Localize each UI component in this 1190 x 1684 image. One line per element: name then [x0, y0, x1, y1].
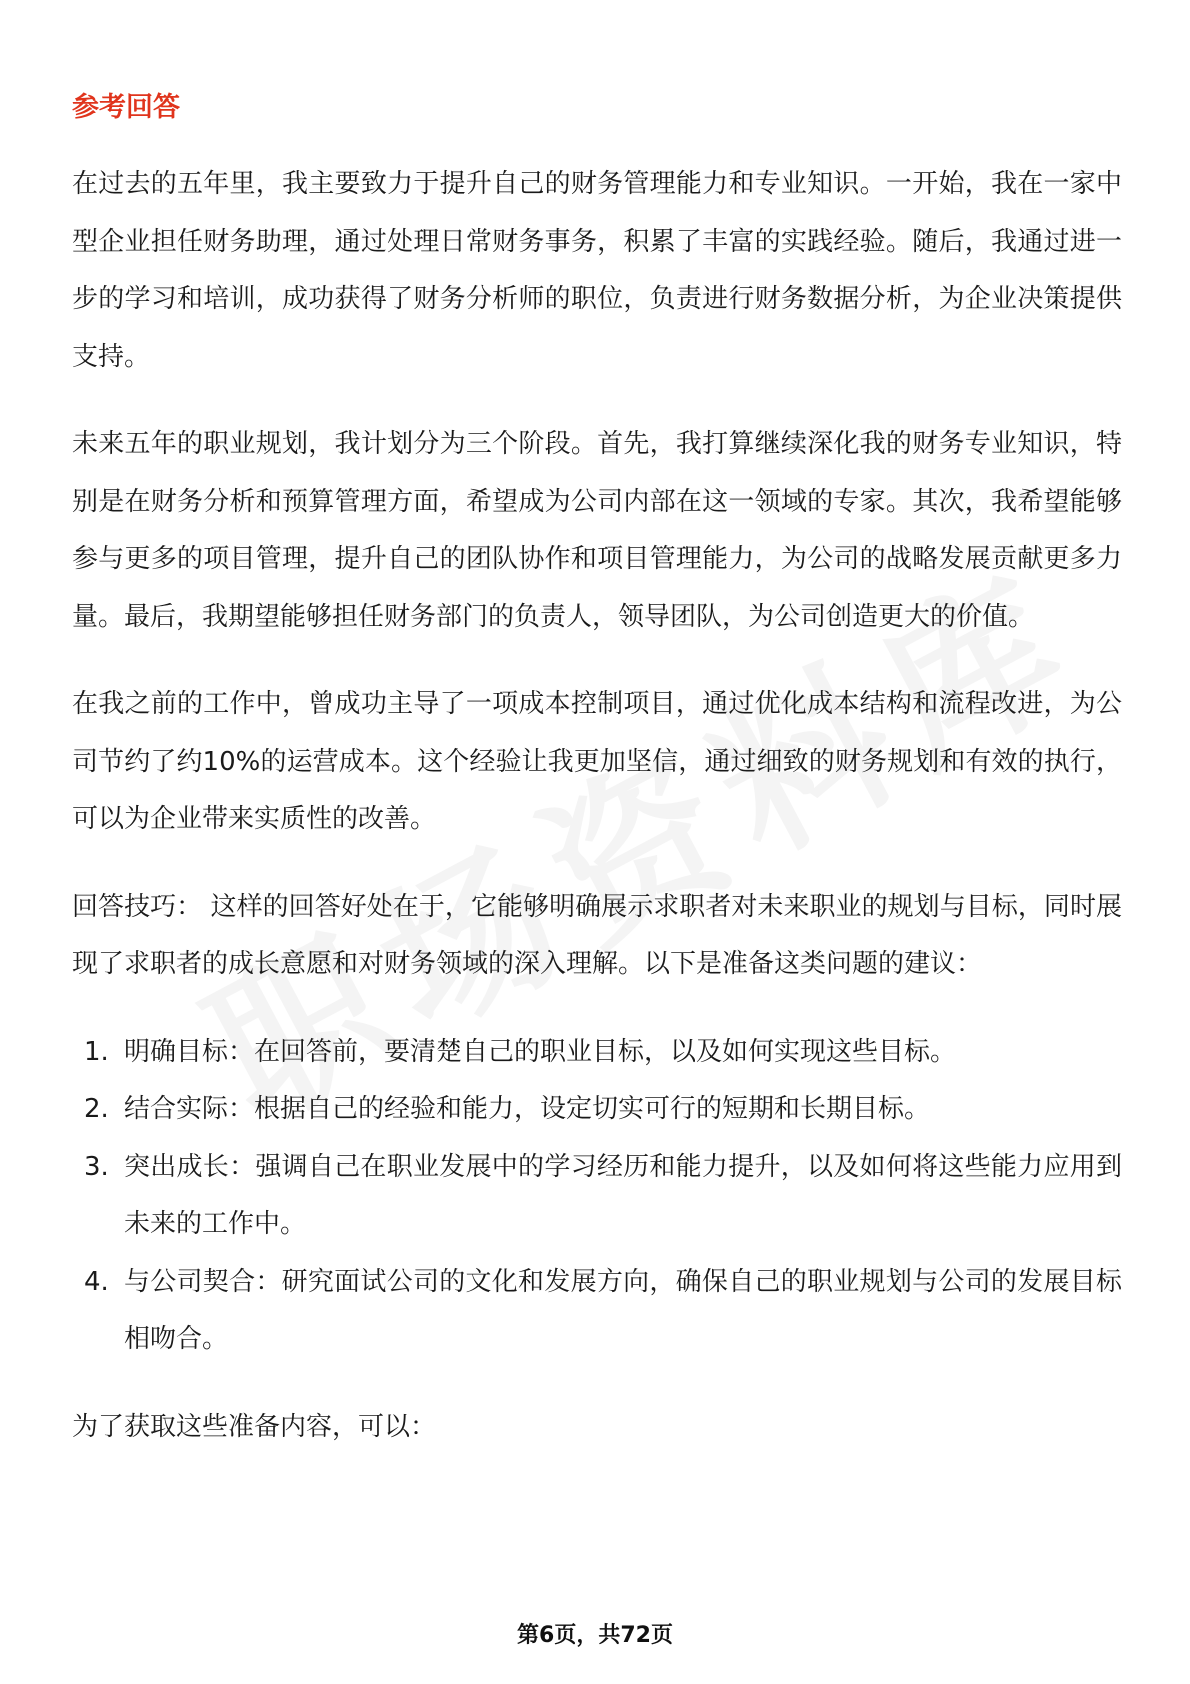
paragraph-answer-tips: 回答技巧： 这样的回答好处在于，它能够明确展示求职者对未来职业的规划与目标，同时展现了求职者的成长意愿和对财务领域的深入理解。以下是准备这类问题的建议：	[72, 891, 1122, 979]
list-number: 4.	[84, 1266, 109, 1297]
page-footer: 第6页，共72页	[517, 1623, 673, 1648]
document-page	[72, 88, 1122, 1486]
paragraph-future-plan: 未来五年的职业规划，我计划分为三个阶段。首先，我打算继续深化我的财务专业知识，特别是在财务分析和预算管理方面，希望成为公司内部在这一领域的专家。其次，我希望能够参与更多的项目管理，提升自己的团队协作和项目管理能力，为公司的战略发展贡献更多力量。最后，我期望能够担任财务部门的负责人，领导团队，为公司创造更大的价值。	[72, 429, 1122, 632]
paragraph-closing: 为了获取这些准备内容，可以：	[72, 1411, 437, 1442]
list-item	[72, 1081, 1122, 1139]
list-number: 2.	[84, 1094, 109, 1124]
list-text: 明确目标：在回答前，要清楚自己的职业目标，以及如何实现这些目标。	[124, 1036, 957, 1067]
list-number: 1.	[84, 1036, 109, 1067]
list-text: 与公司契合：研究面试公司的文化和发展方向，确保自己的职业规划与公司的发展目标相吻合。	[124, 1266, 1122, 1354]
list-item	[72, 1254, 1122, 1369]
section-heading: 参考回答	[72, 92, 180, 123]
list-item	[72, 1024, 1122, 1082]
tips-list	[72, 1024, 1122, 1369]
list-number: 3.	[84, 1151, 109, 1182]
list-text: 突出成长：强调自己在职业发展中的学习经历和能力提升，以及如何将这些能力应用到未来的工作中。	[124, 1151, 1122, 1239]
list-item	[72, 1139, 1122, 1254]
paragraph-past-experience: 在过去的五年里，我主要致力于提升自己的财务管理能力和专业知识。一开始，我在一家中型企业担任财务助理，通过处理日常财务事务，积累了丰富的实践经验。随后，我通过进一步的学习和培训，成功获得了财务分析师的职位，负责进行财务数据分析，为企业决策提供支持。	[72, 169, 1122, 372]
paragraph-achievement: 在我之前的工作中，曾成功主导了一项成本控制项目，通过优化成本结构和流程改进，为公司节约了约10%的运营成本。这个经验让我更加坚信，通过细致的财务规划和有效的执行，可以为企业带来实质性的改善。	[72, 689, 1122, 834]
list-text: 结合实际：根据自己的经验和能力，设定切实可行的短期和长期目标。	[124, 1094, 931, 1124]
